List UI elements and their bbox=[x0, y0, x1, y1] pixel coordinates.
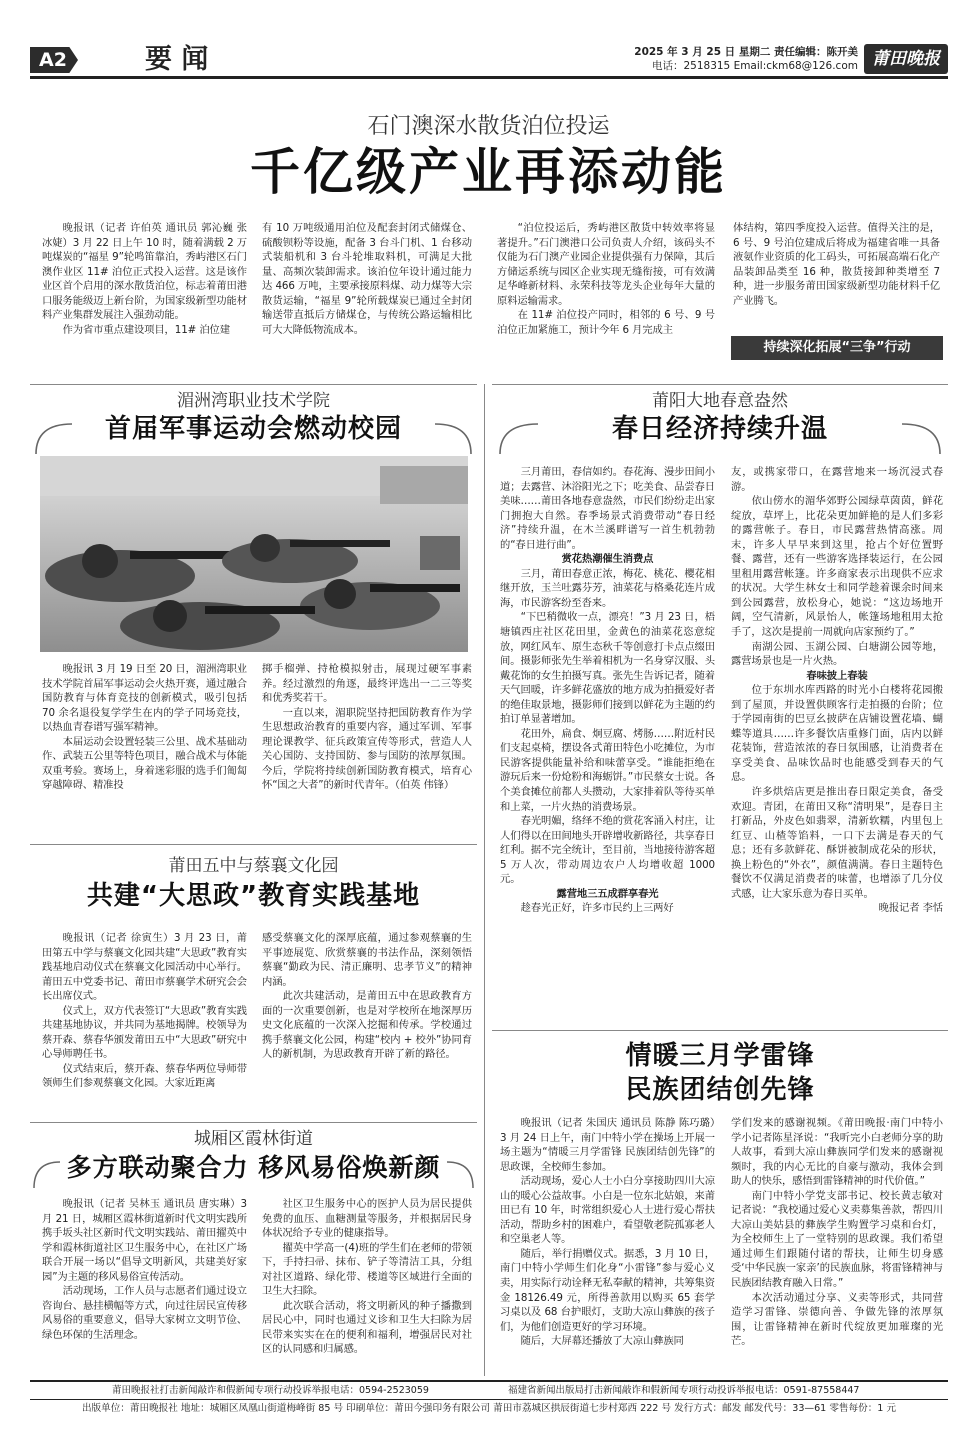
lead-col-4: 体结构，第四季度投入运营。值得关注的是，6 号、9 号泊位建成后将成为福建省唯一具备液氨作业资质的化工码头，可拓展高端石化产品装卸品类至 16 种，散货接卸种类增至 7 种，进一步服务莆田国家级新型功能材料千亿产业腾飞。 bbox=[733, 222, 940, 307]
header-date: 2025 年 3 月 25 日 星期二 责任编辑：陈开美 bbox=[634, 46, 858, 58]
column-divider bbox=[484, 384, 485, 1376]
footer-complaint-local: 莆田晚报社打击新闻敲诈和假新闻专项行动投诉举报电话：0594-2523059 bbox=[112, 1385, 429, 1396]
military-top-rule bbox=[30, 384, 477, 385]
section-title: 要 闻 bbox=[145, 44, 209, 75]
campaign-banner: 持续深化拓展“三争”行动 bbox=[731, 336, 943, 360]
spring-top-rule bbox=[492, 384, 948, 385]
fengsu-headline: 多方联动聚合力 移风易俗焕新颜 bbox=[66, 1153, 441, 1182]
footer-publisher: 出版单位：莆田晚报社 地址：城厢区凤凰山街道梅峰街 85 号 印刷单位：莆田今强印务有限公司 莆田市荔城区拱辰街道七步村郑西 222 号 发行方式：邮发 邮发代号：33—61 零售每份：1 元 bbox=[81, 1403, 897, 1414]
spring-kicker: 莆阳大地春意盎然 bbox=[652, 391, 788, 411]
page-number: A2 bbox=[39, 49, 67, 71]
header-rule bbox=[30, 76, 948, 79]
military-col-2: 掷手榴弹、持枪模拟射击，展现过硬军事素养。经过激烈的角逐，最终评选出一二三等奖和优秀奖若干。 一直以来，湄职院坚持把国防教育作为学生思想政治教育的重要内容，通过军训、军事理论课教学、征兵政策宣传等形式，营造人人关心国防、支持国防、参与国防的浓厚氛围。今后，学院将持续创新国防教育模式，培育心怀“国之大者”的新时代青年。（伯英 伟锋） bbox=[262, 663, 472, 792]
fengsu-col-1: 晚报讯（记者 吴林玉 通讯员 唐实琳）3 月 21 日，城厢区霞林街道新时代文明实践所携手坂头社区新时代文明实践站、莆田擢英中学和霞林街道社区卫生服务中心，在社区广场联合开展一场以“倡导文明新风，共建美好家园”为主题的移风易俗宣传活动。 活动现场，工作人员与志愿者们通过设立咨询台、悬挂横幅等方式，向过往居民宣传移风易俗的重要意义，倡导大家树立文明节俭、绿色环保的生活理念。 bbox=[42, 1198, 247, 1341]
lead-col-1: 晚报讯（记者 许伯英 通讯员 郭沁巍 张冰婕）3 月 22 日上午 10 时，随着满载 2 万吨煤炭的“福星 9”轮鸣笛靠泊，秀屿港区石门澳作业区 11# 泊位正式投入运营。这是该作业区首个启用的深水散货泊位，标志着莆田港口服务能级迈上新台阶，为国家级新型功能材料产业集群发展注入强劲动能。 作为省市重点建设项目，11# 泊位建 bbox=[42, 222, 247, 336]
footer-rule-mid bbox=[30, 1399, 948, 1400]
leifeng-top-rule bbox=[492, 1030, 948, 1031]
military-kicker: 湄洲湾职业技术学院 bbox=[177, 391, 330, 411]
sizheng-kicker: 莆田五中与蔡襄文化园 bbox=[168, 856, 339, 876]
soldiers-prone-shooting-image bbox=[40, 456, 468, 652]
military-headline-frame bbox=[30, 408, 477, 458]
spring-subhead-2: 露营地三五成群享春光 bbox=[556, 887, 659, 900]
spring-col-1: 三月莆田，春信如约。春花海、漫步田间小道；去露营、沐浴阳光之下；吃美食、品尝春日美味……莆田各地春意盎然，市民们纷纷走出家门拥抱大自然。春季场景式消费带动“春日经济”持续升温，在木兰溪畔谱写一首生机勃勃的“春日进行曲”。 赏花热潮催生消费点 三月，莆田春意正浓，梅花、桃花、樱花相继开放，玉兰吐露芬芳，油菜花与格桑花连片成海，市民游客纷至沓来。 “下巴稍微收一点，漂亮！”3 月 23 日，梧塘镇西庄社区花田里，金黄色的油菜花恣意绽放，网红风车、原生态秋千等创意打卡点点缀田间。摄影师张先生举着相机为一名身穿汉服、头戴花饰的女生拍摄写真。张先生告诉记者，随着天气回暖，许多鲜花盛放的地方成为拍摄爱好者的绝佳取景地，摄影师们接到以鲜花为主题的约拍订单显著增加。 花田外，扁食、炯豆腐、烤肠……附近村民们支起桌椅，摆设各式莆田特色小吃摊位，为市民游客提供能量补给和味蕾享受。“谁能拒绝在游玩后来一份炝粉和海蛎饼。”市民蔡女士说。各个美食摊位前都人头攒动，大家排着队等待买单和上菜，一片火热的消费场景。 春光明媚，络绎不绝的赏花客涌入村庄，让人们得以在田间地头开辟增收新路径，共享春日红利。据不完全统计，至目前，当地接待游客超 5 万人次，带动周边农户人均增收超 1000 元。 露营地三五成群享春光 趁春光正好，许多市民约上三两好 bbox=[500, 466, 715, 915]
lead-col-3: “泊位投运后，秀屿港区散货中转效率将显著提升。”石门澳港口公司负责人介绍，该码头不仅能为石门澳产业园企业提供强有力保障，其后方储运系统与园区企业实现无缝衔接，可有效满足华峰新材料、永荣科技等龙头企业每年大量的原料运输需求。 在 11# 泊位投产同时，相邻的 6 号、9 号泊位正加紧施工，预计今年 6 月完成主 bbox=[497, 222, 715, 336]
lead-headline: 千亿级产业再添动能 bbox=[250, 143, 727, 201]
fengsu-headline-frame bbox=[30, 1148, 477, 1192]
sizheng-headline: 共建“大思政”教育实践基地 bbox=[86, 881, 421, 911]
lead-kicker: 石门澳深水散货泊位投运 bbox=[367, 114, 610, 139]
spring-col-2: 友，或携家带口，在露营地来一场沉浸式春游。 依山傍水的湄华郊野公园绿草茵茵，鲜花绽放，草坪上，比花朵更加鲜艳的是人们多彩的露营帐子。春日，市民露营热情高涨。周末，许多人早早来到这里，抢占个好位置野餐、露营，还有一些游客选择装运行，在公园里租用露营帐篷。许多商家表示出现供不应求的状况。大学生林女士和同学趁着课余时间来到公园露营，放松身心，她说：“这边场地开阔，空气清新，风景怡人，帐篷场地租用太抢手了，这次是提前一周就向店家预约了。” 南湖公园、玉湖公园、白塘湖公园等地，露营场景也是一片火热。 春味披上春装 位于东圳水库西路的时光小白楼将花园搬到了屋顶，并设置供顾客行走拍摄的台阶；位于学园南街的巴豆幺披萨在店铺设置花墙、蝴蝶等道具……许多餐饮店重修门面，店内以鲜花装饰，营造浓浓的春日氛围感，让消费者在享受美食、品味饮品时也能感受到春天的气息。 许多烘焙店更是推出春日限定美食，备受欢迎。青团，在莆田又称“清明果”，是春日主打新品，外皮色如翡翠，清新软糯，内里包上红豆、山楂等馅料，一口下去满是春天的气息；还有多款鲜花、酥饼被制成花朵的形状，换上粉色的“外衣”，颜值满满。春日主题特色餐饮不仅满足消费者的味蕾，也增添了几分仪式感，让大家乐意为春日买单。 晚报记者 李恬 bbox=[731, 466, 943, 915]
military-headline: 首届军事运动会燃动校园 bbox=[104, 414, 402, 444]
spring-headline: 春日经济持续升温 bbox=[611, 414, 828, 444]
spring-subhead-3: 春味披上春装 bbox=[806, 669, 868, 682]
sizheng-col-1: 晚报讯（记者 徐寅生）3 月 23 日，莆田第五中学与蔡襄文化园共建“大思政”教育实践基地启动仪式在蔡襄文化园活动中心举行。莆田五中党委书记、莆田市蔡襄学术研究会会长出席仪式。 仪式上，双方代表签订“大思政”教育实践共建基地协议，并共同为基地揭牌。校领导为蔡开森、蔡春华颁发莆田五中“大思政”研究中心导师聘任书。 仪式结束后，蔡开森、蔡春华两位导师带领师生们参观蔡襄文化园。大家近距离 bbox=[42, 932, 247, 1090]
fengsu-kicker: 城厢区霞林街道 bbox=[194, 1129, 313, 1149]
spring-headline-frame bbox=[492, 408, 948, 458]
leifeng-col-1: 晚报讯（记者 朱国庆 通讯员 陈静 陈巧璐）3 月 24 日上午，南门中特小学在操场上开展一场主题为“情暖三月学雷锋 民族团结创先锋”的思政课，全校师生参加。 活动现场，爱心人士小白分享接助四川大凉山的暖心公益故事。小白是一位东北姑娘，来莆田已有 10 年，时常组织爱心人士进行爱心帮扶活动，帮助乡村的困难户，看望敬老院孤寡老人和空巢老人等。 随后，举行捐赠仪式。据悉，3 月 10 日，南门中特小学师生们化身“小雷锋”参与爱心义卖，用实际行动诠释无私奉献的精神，共筹集资金 18126.49 元，所得善款用以购买 65 套学习桌以及 68 台护眼灯，支助大凉山彝族的孩子们，为他们创造更好的学习环境。 随后，大屏幕还播放了大凉山彝族同 bbox=[500, 1117, 715, 1348]
leifeng-col-2: 学们发来的感谢视频。《莆田晚报·南门中特小学小记者陈星泽说：“我听完小白老师分享的助人故事，看到大凉山彝族同学们发来的感谢视频时，我的内心无比的自豪与激动，我体会到助人的快乐，感悟到雷锋精神的时代价值。” 南门中特小学党支部书记、校长黄志敏对记者说：“我校通过爱心义卖募集善款，帮四川大凉山美姑县的彝族学生购置学习桌和台灯，为全校师生上了一堂特别的思政课。我们希望通过师生们跟随付诸的帮扶，让师生切身感受‘中华民族一家亲’的民族血脉，将雷锋精神与民族团结教育融入日常。” 本次活动通过分享、义卖等形式，共同营造学习雷锋、崇德向善、争做先锋的浓厚氛围，让雷锋精神在新时代绽放更加璀璨的光芒。 bbox=[731, 1117, 943, 1348]
military-col-1: 晚报讯 3 月 19 日至 20 日，湄洲湾职业技术学院首届军事运动会火热开赛，通过融合国防教育与体育竞技的创新模式，吸引包括 70 余名退役复学学生在内的学子同场竞技，以热血青春谱写强军精神。 本届运动会设置轻装三公里、战术基础动作、武装五公里等特色项目，融合战术与体能双重考验。赛场上，身着迷彩服的选手们匍匐穿越障碍、精准投 bbox=[42, 663, 247, 792]
footer-rule-top bbox=[30, 1380, 948, 1382]
fengsu-top-rule bbox=[30, 1122, 477, 1123]
sizheng-col-2: 感受蔡襄文化的深厚底蕴，通过参观蔡襄的生平事迹展览、欣赏蔡襄的书法作品，深刻领悟蔡襄“勤政为民、清正廉明、忠孝节义”的精神内涵。 此次共建活动，是莆田五中在思政教育方面的一次重要创新，也是对学校所在地深厚历史文化底蕴的一次深入挖掘和传承。学校通过携手蔡襄文化公园，构建“校内 + 校外”协同育人的新机制，为思政教育开辟了新的路径。 bbox=[262, 932, 472, 1061]
header-tel: 电话：2518315 Email:ckm68@126.com bbox=[651, 60, 858, 72]
leifeng-headline-1: 情暖三月学雷锋 bbox=[625, 1041, 815, 1071]
fengsu-col-2: 社区卫生服务中心的医护人员为居民提供免费的血压、血糖测量等服务，并根据居民身体状况给予专业的健康指导。 擢英中学高一(4)班的学生们在老师的带领下，手持扫帚、抹布、铲子等清洁工具，分组对社区道路、绿化带、楼道等区域进行全面的卫生大扫除。 此次联合活动，将文明新风的种子播撒到居民心中，同时也通过义诊和卫生大扫除为居民带来实实在在的便利和福利，增强居民对社区的认同感和归属感。 bbox=[262, 1198, 472, 1356]
military-photo bbox=[40, 456, 468, 652]
newspaper-logo-text: 莆田晚报 bbox=[872, 49, 940, 69]
lead-col-2: 有 10 万吨级通用泊位及配套封闭式储煤仓、硫酸钡粉等设施，配备 3 台斗门机、1 台移动式装船机和 3 台斗轮堆取料机，可满足大批量、高频次装卸需求。该泊位年设计通过能力达 466 万吨，主要承接原料煤、动力煤等大宗散货运输，“福星 9”轮所载煤炭已通过全封闭输送带直抵后方储煤仓，与传统公路运输相比可大大降低物流成本。 bbox=[262, 222, 472, 336]
sizheng-top-rule bbox=[30, 844, 477, 845]
spring-subhead-1: 赏花热潮催生消费点 bbox=[561, 553, 654, 566]
leifeng-headline-2: 民族团结创先锋 bbox=[625, 1075, 815, 1105]
footer-complaint-province: 福建省新闻出版局打击新闻敲诈和假新闻专项行动投诉举报电话：0591-87558447 bbox=[508, 1385, 860, 1396]
spring-byline: 晚报记者 李恬 bbox=[878, 902, 943, 915]
